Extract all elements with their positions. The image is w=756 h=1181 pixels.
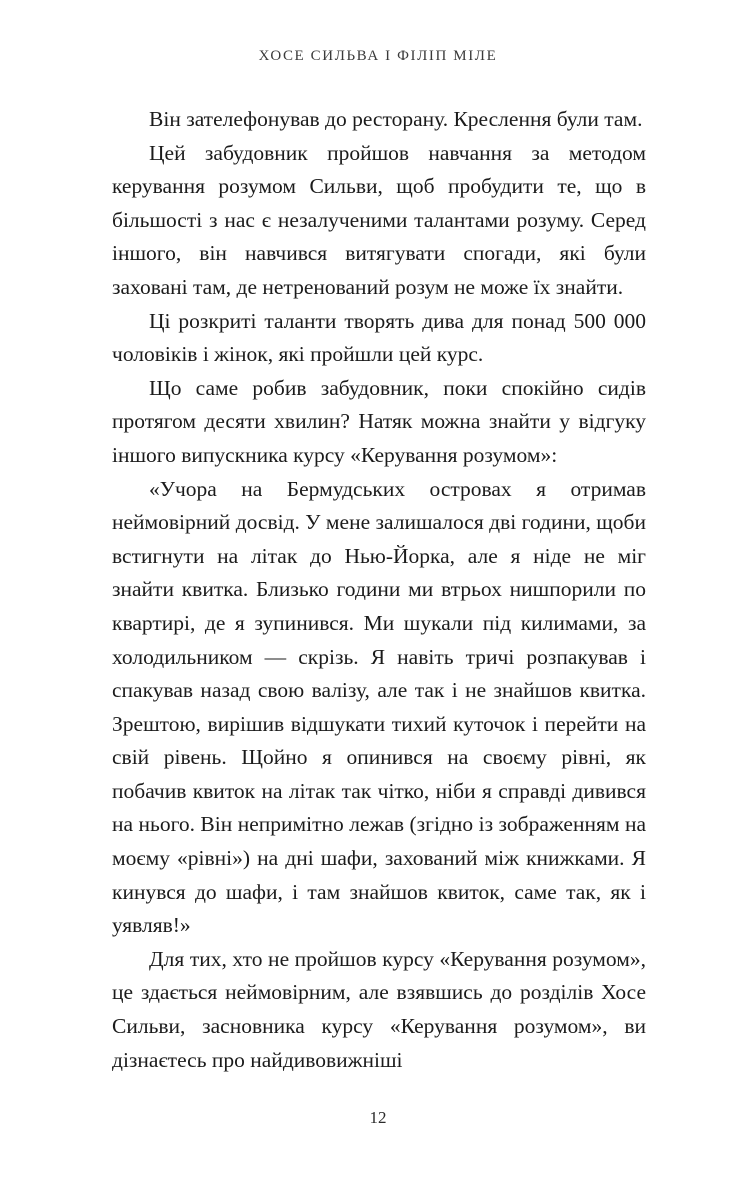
body-text-block	[112, 103, 646, 1077]
page-number: 12	[369, 1108, 387, 1127]
body-paragraph: Цей забудовник пройшов навчання за методом керування розумом Сильви, щоб пробудити те, що в більшості з нас є незалученими талантами розуму. Серед іншого, він навчився витягувати спогади, які були заховані там, де нетренований розум не може їх знайти.	[112, 140, 646, 299]
body-paragraph: Для тих, хто не пройшов курсу «Керування розумом», це здається неймовірним, але взявшись до розділів Хосе Сильви, засновника курсу «Керування розумом», ви дізнаєтесь про найдивовижніші	[112, 946, 646, 1072]
body-paragraph: Ці розкриті таланти творять дива для понад 500 000 чоловіків і жінок, які пройшли цей курс.	[112, 308, 646, 367]
body-paragraph: Він зателефонував до ресторану. Креслення були там.	[149, 107, 643, 131]
body-paragraph: Що саме робив забудовник, поки спокійно сидів протягом десяти хвилин? Натяк можна знайти у відгуку іншого випускника курсу «Керування розумом»:	[112, 375, 646, 467]
body-paragraph: «Учора на Бермудських островах я отримав неймовірний досвід. У мене залишалося дві години, щоби встигнути на літак до Нью-Йорка, але я ніде не міг знайти квитка. Близько години ми втрьох нишпорили по квартирі, де я зупинився. Ми шукали під килимами, за холодильником — скрізь. Я навіть тричі розпакував і спакував назад свою валізу, але так і не знайшов квитка. Зрештою, вирішив відшукати тихий куточок і перейти на свій рівень. Щойно я опинився на своєму рівні, як побачив квиток на літак так чітко, ніби я справді дивився на нього. Він непримітно лежав (згідно із зображенням на моєму «рівні») на дні шафи, захований між книжками. Я кинувся до шафи, і там знайшов квиток, саме так, як і уявляв!»	[112, 476, 646, 938]
running-header: ХОСЕ СИЛЬВА І ФІЛІП МІЛЕ	[258, 48, 498, 64]
